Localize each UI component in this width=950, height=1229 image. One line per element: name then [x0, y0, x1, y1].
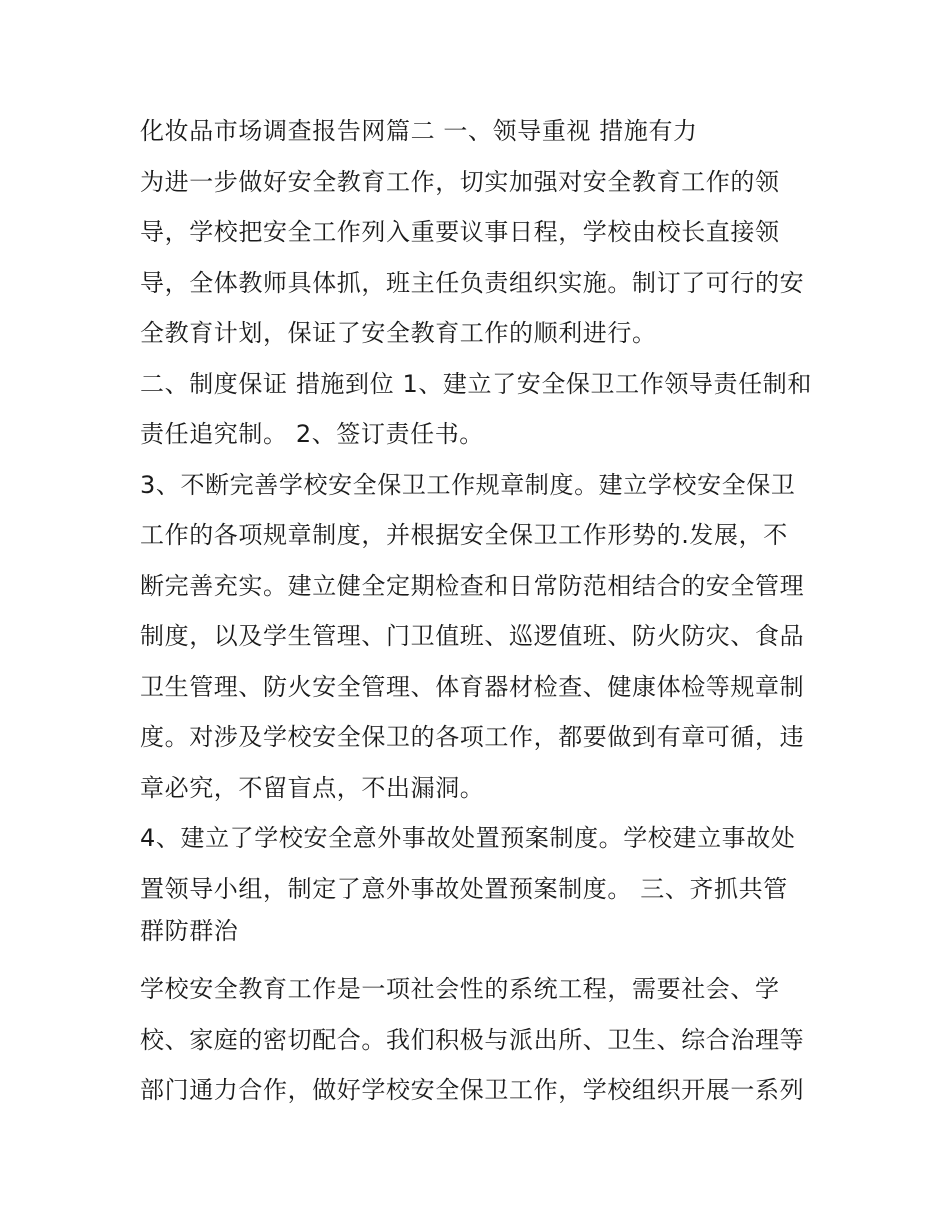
- text-line: 群防群治: [140, 917, 239, 945]
- text-line: 置领导小组，制定了意外事故处置预案制度。 三、齐抓共管: [140, 874, 788, 903]
- text-line: 导，全体教师具体抓，班主任负责组织实施。制订了可行的安: [140, 268, 805, 297]
- text-line: 制度，以及学生管理、门卫值班、巡逻值班、防火防灾、食品: [140, 622, 805, 650]
- text-line: 导，学校把安全工作列入重要议事日程，学校由校长直接领: [140, 218, 780, 246]
- text-line: 卫生管理、防火安全管理、体育器材检查、健康体检等规章制: [140, 672, 805, 701]
- text-line: 全教育计划，保证了安全教育工作的顺利进行。: [140, 319, 657, 347]
- text-line: 3、不断完善学校安全保卫工作规章制度。建立学校安全保卫: [140, 470, 796, 499]
- text-line: 校、家庭的密切配合。我们积极与派出所、卫生、综合治理等: [140, 1025, 805, 1054]
- text-line: 责任追究制。 2、签订责任书。: [140, 420, 484, 448]
- text-line: 部门通力合作，做好学校安全保卫工作，学校组织开展一系列: [140, 1076, 805, 1104]
- text-line: 度。对涉及学校安全保卫的各项工作，都要做到有章可循，违: [140, 723, 805, 751]
- text-line: 章必究，不留盲点，不出漏洞。: [140, 773, 485, 802]
- text-line: 二、制度保证 措施到位 1、建立了安全保卫工作领导责任制和: [140, 369, 812, 398]
- text-line: 学校安全教育工作是一项社会性的系统工程，需要社会、学: [140, 975, 780, 1003]
- text-line: 化妆品市场调查报告网篇二 一、领导重视 措施有力: [140, 117, 698, 145]
- text-line: 4、建立了学校安全意外事故处置预案制度。学校建立事故处: [140, 824, 796, 852]
- text-line: 工作的各项规章制度，并根据安全保卫工作形势的.发展，不: [140, 521, 788, 549]
- document-body: [140, 106, 820, 1116]
- text-line: 为进一步做好安全教育工作，切实加强对安全教育工作的领: [140, 167, 780, 196]
- text-line: 断完善充实。建立健全定期检查和日常防范相结合的安全管理: [140, 571, 805, 600]
